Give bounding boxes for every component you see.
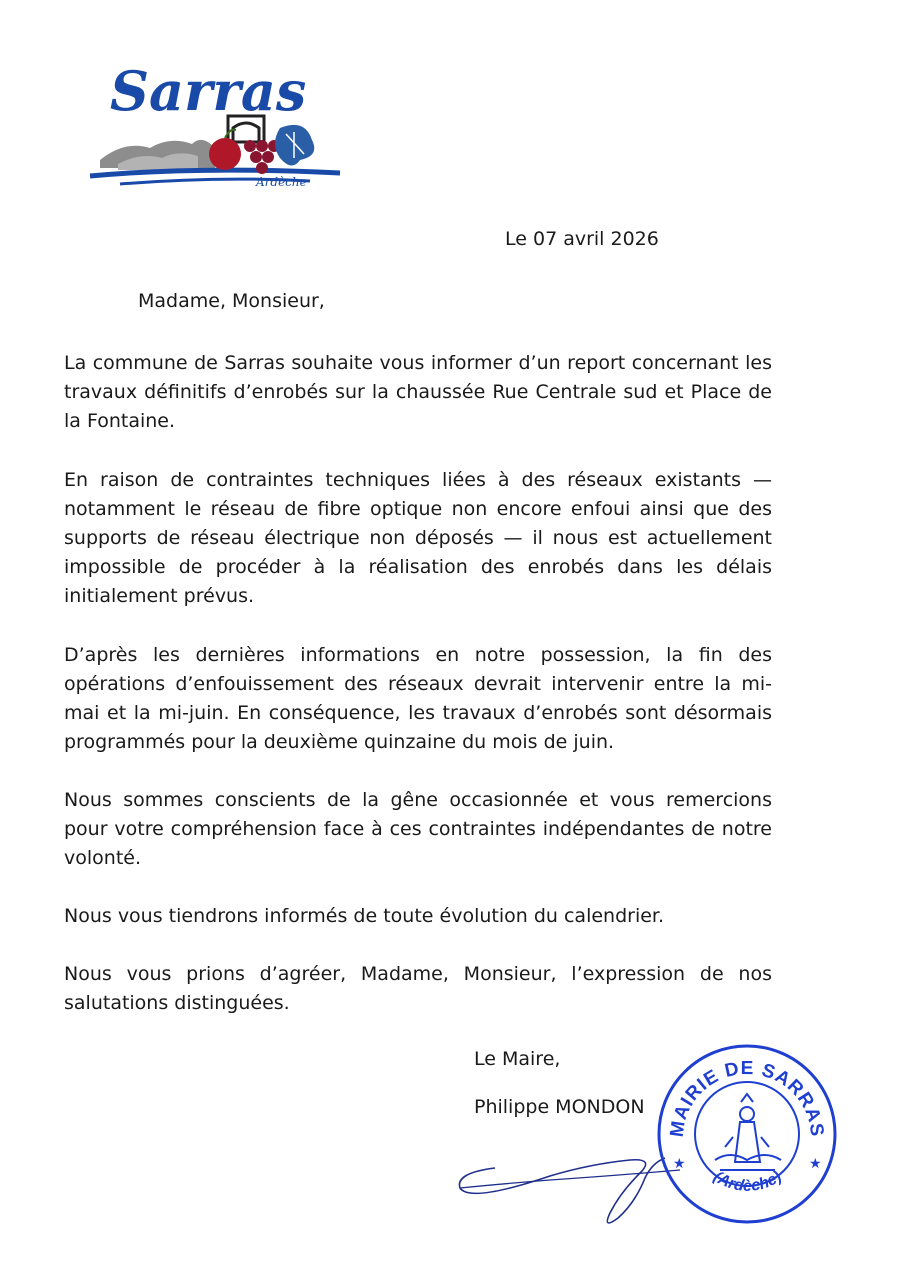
svg-text:★: ★ <box>673 1156 686 1172</box>
signatory-name: Philippe MONDON <box>474 1096 645 1118</box>
signatory-title: Le Maire, <box>474 1048 561 1070</box>
sarras-logo <box>80 48 350 198</box>
svg-text:Sarras: Sarras <box>110 59 307 123</box>
paragraph-constraints: En raison de contraintes techniques liées à des réseaux existants — notamment le réseau de fibre optique non encore enfoui ainsi que des supports de réseau électrique non déposés — il nous est actuellement impossible de procéder à la réalisation des enrobés dans les délais initialement prévus. <box>64 469 772 607</box>
svg-text:(Ardèche): (Ardèche) <box>710 1168 785 1195</box>
svg-text:Ardèche: Ardèche <box>256 175 307 189</box>
paragraph-updates: Nous vous tiendrons informés de toute évolution du calendrier. <box>64 905 665 927</box>
svg-text:★: ★ <box>809 1156 822 1172</box>
paragraph-report: La commune de Sarras souhaite vous informer d’un report concernant les travaux définitifs d’enrobés sur la chaussée Rue Centrale sud et Place de la Fontaine. <box>64 352 772 432</box>
paragraph-apology: Nous sommes conscients de la gêne occasionnée et vous remercions pour votre compréhension face à ces contraintes indépendantes de notre volonté. <box>64 789 772 869</box>
svg-text:MAIRIE DE SARRAS: MAIRIE DE SARRAS <box>666 1057 828 1139</box>
letter-date: Le 07 avril 2026 <box>505 228 659 250</box>
paragraph-schedule: D’après les dernières informations en notre possession, la fin des opérations d’enfouissement des réseaux devrait intervenir entre la mi-mai et la mi-juin. En conséquence, les travaux d’enrobés sont désormais programmés pour la deuxième quinzaine du mois de juin. <box>64 644 772 753</box>
salutation: Madame, Monsieur, <box>138 290 325 312</box>
paragraph-closing: Nous vous prions d’agréer, Madame, Monsieur, l’expression de nos salutations distinguées. <box>64 963 772 1014</box>
mairie-stamp <box>655 1042 840 1227</box>
